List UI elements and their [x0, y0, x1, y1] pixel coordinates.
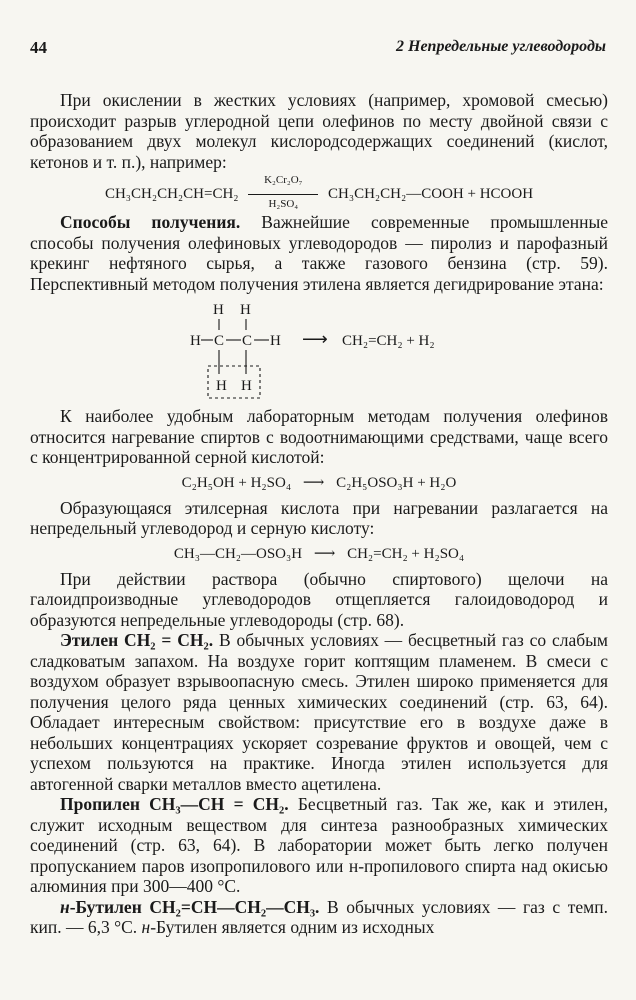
page-number: 44 — [30, 38, 47, 57]
text-prefix: н — [141, 917, 151, 937]
reaction-arrow: ⟶ — [313, 545, 336, 562]
paragraph-lab-methods: К наиболее удобным лабораторным методам получения олефинов относится нагревание спиртов с водоотнимающими средствами, чаще всего с концентрированной серной кислотой: — [30, 406, 608, 467]
section-heading: -Бутилен CH₂=CH—CH₂—CH₃. — [69, 896, 320, 917]
paragraph-text: Бесцветный газ. Так же, как и этилен, служит исходным веществом для синтеза разнообразных химических соединений (стр. 63, 64). В лаборатории может быть легко получен пропусканием паров изопропилового или н-пропилового спирта над окисью алюминия при 300—400 °C. — [30, 794, 609, 896]
atom-h-bottom-1: H — [216, 378, 227, 394]
paragraph-text: В обычных условиях — бесцветный газ со слабым сладковатым запахом. На воздухе горит коптящим пламенем. В смеси с воздухом образует взрывоопасную смесь. Этилен широко применяется для получения целого ряда ценных химических соединений (стр. 63, 64). Обладает интересным свойством: присутствие его в воздухе даже в небольших концентрациях ускоряет созревание фруктов и овощей, чем с успехом пользуются на практике. Иногда этилен используется для автогенной сварки металлов вместо ацетилена. — [30, 630, 608, 794]
equation-reactants: C₂H₅OH + H₂SO₄ — [181, 474, 292, 491]
page-header — [30, 38, 606, 60]
atom-c-2: C — [242, 333, 253, 349]
paragraph-ethylsulfuric-acid: Образующаяся этилсерная кислота при нагревании разлагается на непредельный углеводород и серную кислоту: — [30, 497, 608, 538]
atom-h-bottom-2: H — [241, 378, 252, 394]
paragraph-ethylene — [30, 630, 608, 794]
atom-h-left: H — [190, 333, 201, 349]
section-heading: Пропилен CH₃—CH = CH₂. — [60, 794, 289, 814]
equation-oxidation — [30, 172, 608, 212]
reagent-above-arrow: K₂Cr₂O₇ — [264, 173, 303, 186]
paragraph-propylene — [30, 794, 608, 897]
paragraph-production-methods — [30, 212, 608, 294]
equation-alcohol-sulfuric — [30, 468, 608, 498]
equation-products: CH₃CH₂CH₂—COOH + HCOOH — [328, 186, 534, 202]
equation-products: CH₂=CH₂ + H₂SO₄ — [347, 545, 465, 562]
arrow-line — [248, 194, 318, 195]
reaction-arrow-with-conditions — [248, 173, 318, 210]
equation-reactant: CH₃CH₂CH₂CH=CH₂ — [104, 186, 239, 202]
atom-h-top-1: H — [213, 302, 224, 318]
reagent-below-arrow: H₂SO₄ — [268, 197, 299, 210]
paragraph-text: Важнейшие современные промышленные способы получения олефиновых углеводородов — пиролиз и парофазный крекинг нефтяного сырья, а также газового бензина (стр. 59). Перспективный методом получения этилена является дегидрирование этана: — [30, 212, 608, 294]
paragraph-alkali-action: При действии раствора (обычно спиртового) щелочи на галоидпроизводные углеводородов отщепляется галоидоводород и образуются непредельные углеводороды (стр. 68). — [30, 568, 608, 630]
equation-reactant: CH₃—CH₂—OSO₃H — [173, 545, 303, 562]
paragraph-text-continued: -Бутилен является одним из исходных — [150, 917, 435, 937]
paragraph-oxidation: При окислении в жестких условиях (например, хромовой смесью) происходит разрыв углеродной цепи олефинов по месту двойной связи с образованием двух молекул кислородсодержащих соединений (кислот, кетонов и т. п.), например: — [30, 90, 608, 172]
equation-decomposition — [30, 539, 608, 569]
paragraph-text: В обычных условиях — газ с темп. кип. — 6,3 °C. — [30, 896, 608, 937]
section-heading: Способы получения. — [60, 212, 241, 232]
section-heading: Этилен CH₂ = CH₂. — [60, 630, 214, 650]
atom-h-right: H — [270, 333, 281, 349]
equation-products: C₂H₅OSO₃H + H₂O — [336, 474, 457, 491]
chapter-title: 2 Непредельные углеводороды — [396, 38, 606, 55]
paragraph-butylene — [30, 897, 608, 938]
dehydrogenation-products: CH₂=CH₂ + H₂ — [342, 333, 435, 349]
structural-formula — [30, 294, 608, 406]
atom-h-top-2: H — [240, 302, 251, 318]
heading-prefix: н — [60, 896, 70, 917]
reaction-arrow: ⟶ — [302, 474, 325, 491]
atom-c-1: C — [214, 333, 225, 349]
page-body — [30, 90, 608, 938]
ethane-dehydrogenation-diagram — [30, 294, 608, 406]
reaction-arrow: ⟶ — [302, 329, 328, 349]
